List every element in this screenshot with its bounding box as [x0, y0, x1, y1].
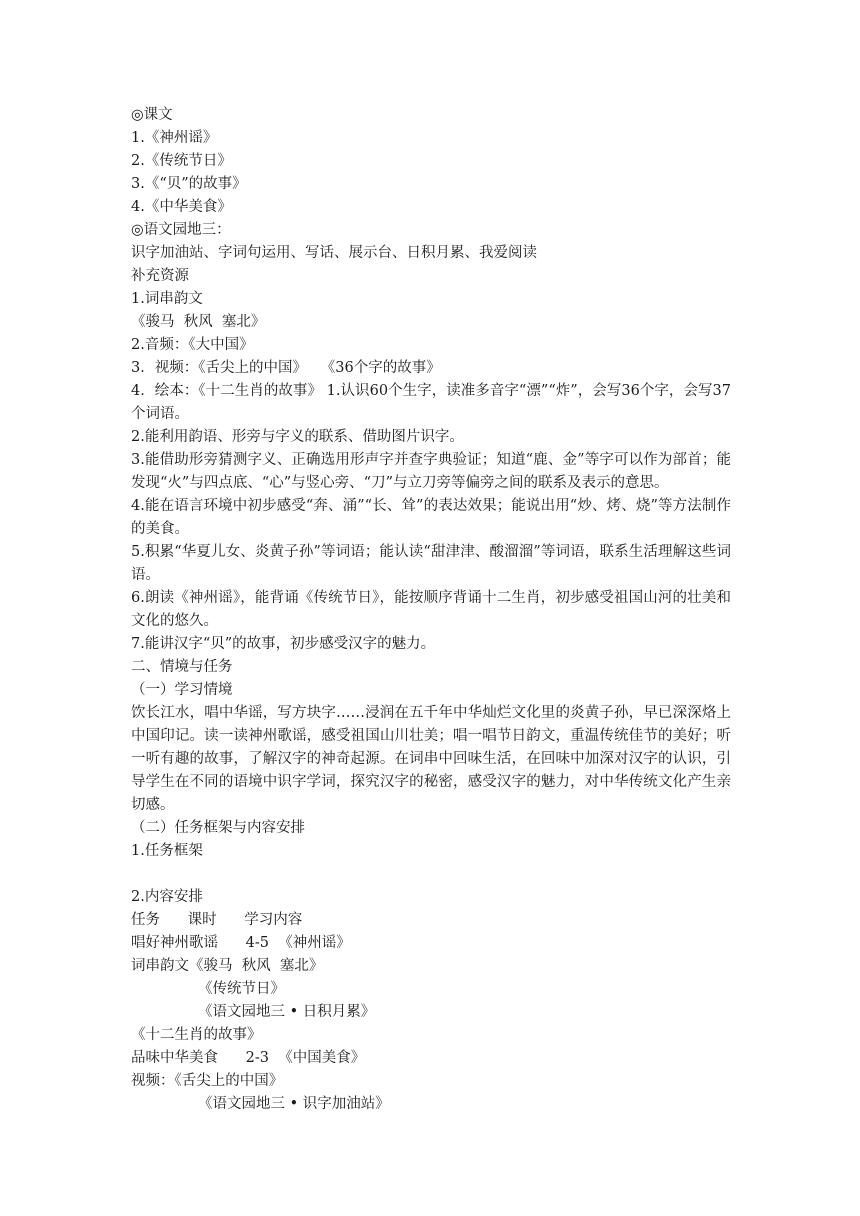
context-header: （一）学习情境: [131, 682, 233, 698]
goal-paragraph: 2.能利用韵语、形旁与字义的联系、借助图片识字。: [131, 429, 464, 445]
table-row: 《十二生肖的故事》: [131, 1027, 262, 1043]
table-row: 品味中华美食 2-3 《中国美食》: [131, 1050, 366, 1066]
task-header: （二）任务框架与内容安排: [131, 820, 305, 836]
supplement-header: 补充资源: [131, 268, 189, 284]
context-paragraph: 饮长江水，唱中华谣，写方块字……浸润在五千年中华灿烂文化里的炎黄子孙，早已深深烙上中国印记。读一读神州歌谣，感受祖国山川壮美；唱一唱节日韵文，重温传统佳节的美好；听一听有趣的故事，了解汉字的神奇起源。在词串中回味生活，在回味中加深对汉字的认识，引导学生在不同的语境中识字学词，探究汉字的秘密，感受汉字的魅力，对中华传统文化产生亲切感。: [131, 705, 731, 813]
table-row: 《语文园地三 • 识字加油站》: [198, 1096, 390, 1112]
document-page: [131, 104, 731, 1116]
goal-paragraph: 4．绘本：《十二生肖的故事》 1.认识60个生字，读准多音字“漂”“炸”，会写36个字，会写37个词语。: [131, 383, 731, 422]
supplement-item: 《骏马 秋风 塞北》: [131, 314, 266, 330]
table-row: 《语文园地三 • 日积月累》: [198, 1004, 376, 1020]
lesson-item: 1.《神州谣》: [131, 130, 218, 146]
task-framework: 1.任务框架: [131, 843, 203, 859]
goal-paragraph: 3.能借助形旁猜测字义、正确选用形声字并查字典验证；知道“鹿、金”等字可以作为部首；能发现“火”与四点底、“心”与竖心旁、“刀”与立刀旁等偏旁之间的联系及表示的意思。: [131, 452, 731, 491]
kewen-header: ◎课文: [131, 107, 173, 123]
supplement-item: 3．视频：《舌尖上的中国》 《36个字的故事》: [131, 360, 441, 376]
goal-paragraph: 7.能讲汉字“贝”的故事，初步感受汉字的魅力。: [131, 636, 436, 652]
table-row: 词串韵文《骏马 秋风 塞北》: [131, 958, 324, 974]
yuwen-header: ◎语文园地三：: [131, 222, 231, 238]
goal-paragraph: 6.朗读《神州谣》，能背诵《传统节日》，能按顺序背诵十二生肖，初步感受祖国山河的壮美和文化的悠久。: [131, 590, 731, 629]
lesson-item: 2.《传统节日》: [131, 153, 232, 169]
part2-header: 二、情境与任务: [131, 659, 233, 675]
table-row: 《传统节日》: [198, 981, 285, 997]
supplement-item: 1.词串韵文: [131, 291, 203, 307]
table-row: 视频：《舌尖上的中国》: [131, 1073, 284, 1089]
table-row: 唱好神州歌谣 4-5 《神州谣》: [131, 935, 351, 951]
goal-paragraph: 4.能在语言环境中初步感受“奔、涌”“长、耸”的表达效果；能说出用“炒、烤、烧”等方法制作的美食。: [131, 498, 731, 537]
table-header: 任务 课时 学习内容: [131, 912, 303, 928]
lesson-item: 4.《中华美食》: [131, 199, 232, 215]
goal-paragraph: 5.积累“华夏儿女、炎黄子孙”等词语；能认读“甜津津、酸溜溜”等词语，联系生活理解这些词语。: [131, 544, 731, 583]
yuwen-items: 识字加油站、字词句运用、写话、展示台、日积月累、我爱阅读: [131, 245, 537, 261]
lesson-item: 3.《“贝”的故事》: [131, 176, 247, 192]
content-arrangement: 2.内容安排: [131, 889, 203, 905]
blank-line: [131, 863, 731, 886]
supplement-item: 2.音频：《大中国》: [131, 337, 254, 353]
